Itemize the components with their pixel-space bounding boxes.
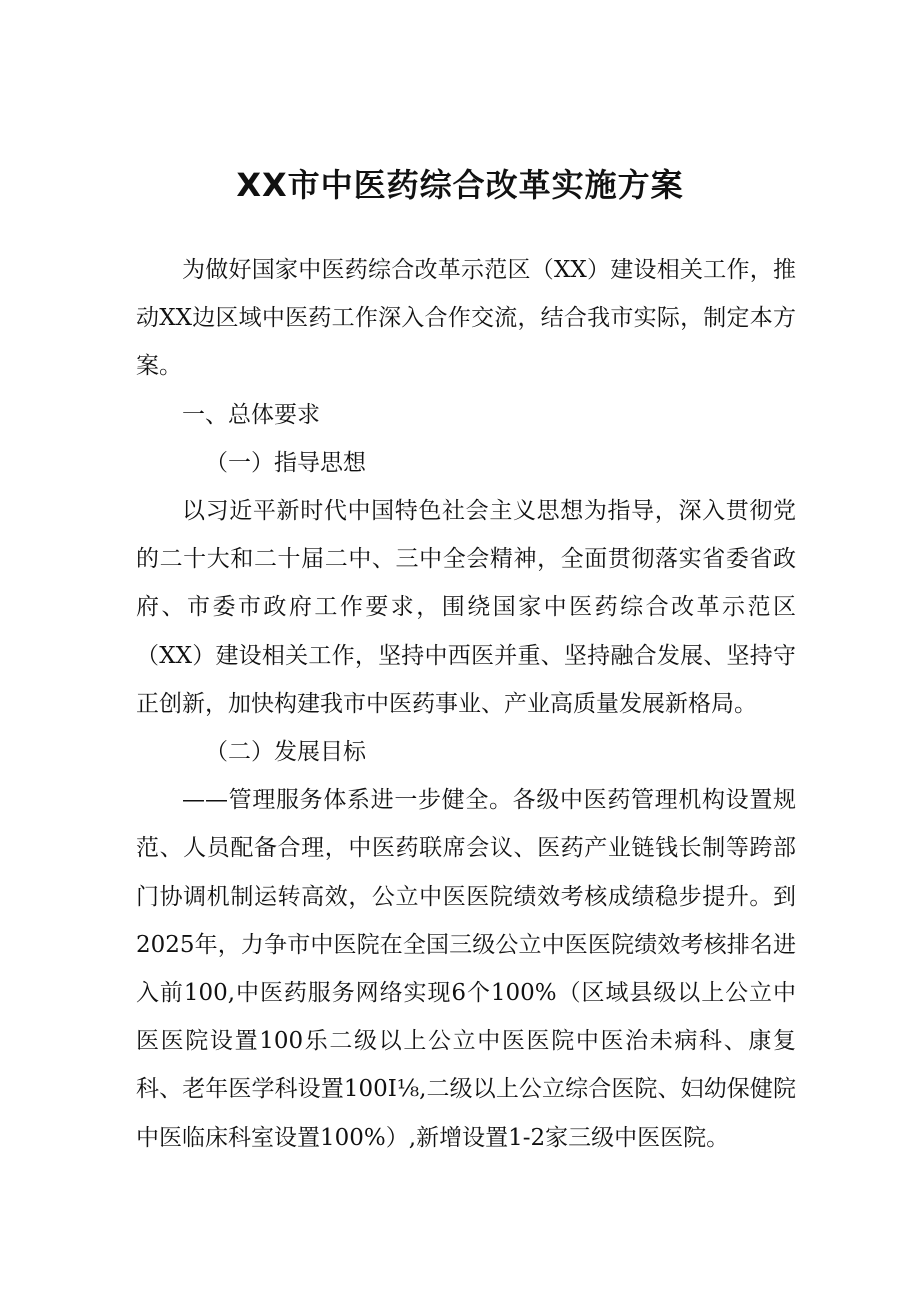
- section-heading-general-requirements: 一、总体要求: [182, 401, 320, 428]
- subsection-heading-guiding-ideology: （一）指导思想: [205, 449, 366, 476]
- intro-paragraph: 为做好国家中医药综合改革示范区（XX）建设相关工作，推动XX边区域中医药工作深入合作交流，结合我市实际，制定本方案。: [136, 257, 796, 380]
- document-title: XX市中医药综合改革实施方案: [236, 166, 684, 204]
- document-body: [136, 246, 796, 1162]
- guiding-ideology-paragraph: 以习近平新时代中国特色社会主义思想为指导，深入贯彻党的二十大和二十届二中、三中全会精神，全面贯彻落实省委省政府、市委市政府工作要求，围绕国家中医药综合改革示范区（XX）建设相关工作，坚持中西医并重、坚持融合发展、坚持守正创新，加快构建我市中医药事业、产业高质量发展新格局。: [136, 498, 796, 717]
- development-goals-paragraph: ——管理服务体系进一步健全。各级中医药管理机构设置规范、人员配备合理，中医药联席会议、医药产业链钱长制等跨部门协调机制运转高效，公立中医医院绩效考核成绩稳步提升。到2025年，力争市中医院在全国三级公立中医医院绩效考核排名进入前100,中医药服务网络实现6个100%（区域县级以上公立中医医院设置100乐二级以上公立中医医院中医治未病科、康复科、老年医学科设置100I⅛,二级以上公立综合医院、妇幼保健院中医临床科室设置100%）,新增设置1-2家三级中医医院。: [136, 787, 796, 1151]
- subsection-heading-development-goals: （二）发展目标: [205, 739, 366, 766]
